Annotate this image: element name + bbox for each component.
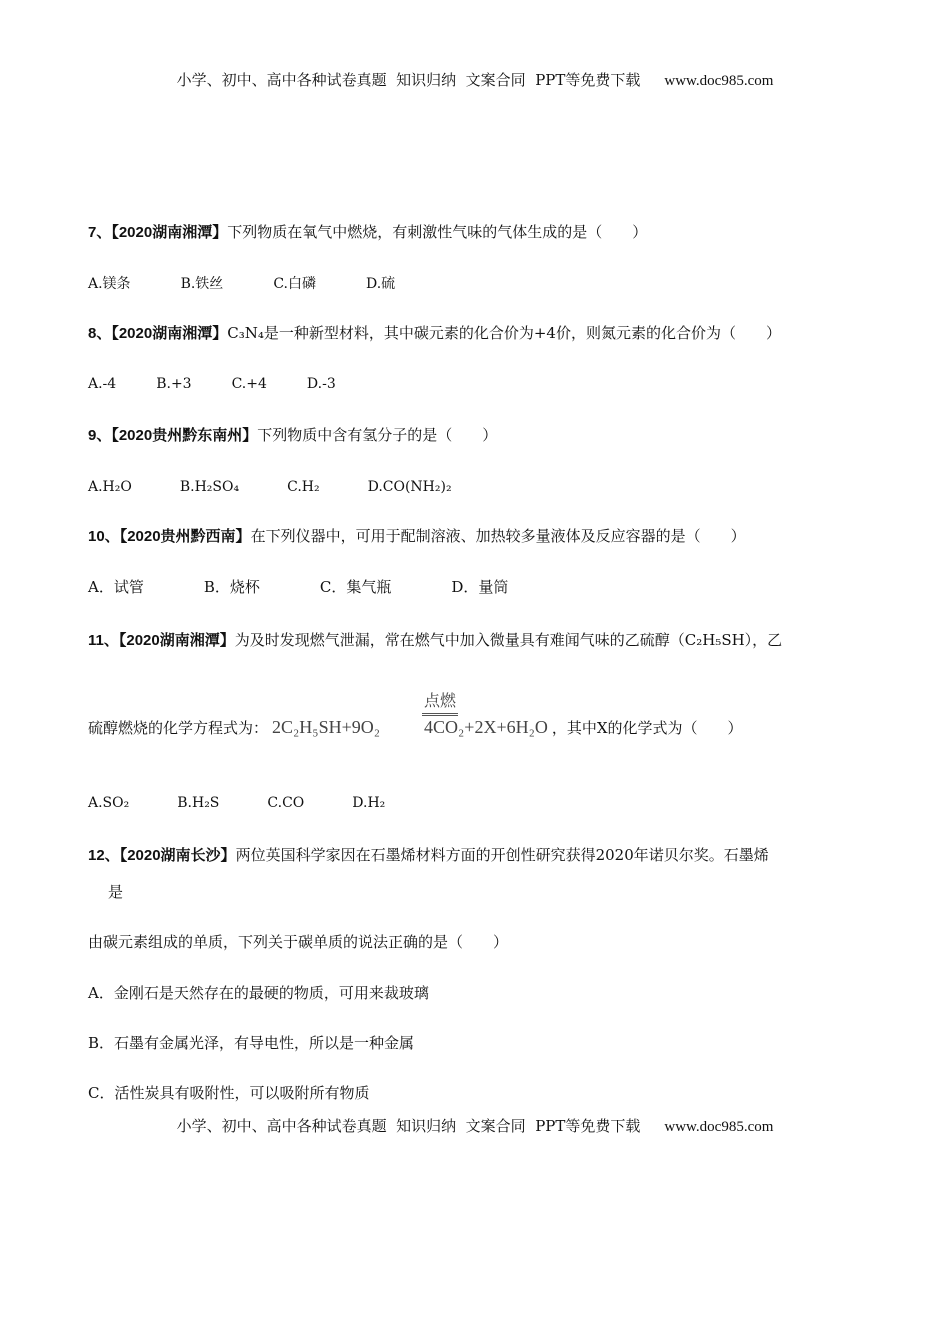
option-a: A.-4 [88, 376, 117, 392]
question-source: 【2020贵州黔东南州】 [111, 427, 258, 444]
option-c: C.+4 [231, 376, 267, 392]
question-10-options [88, 577, 558, 597]
question-8 [88, 323, 781, 344]
question-stem-wrap: 是 [108, 883, 124, 901]
option-c: C.CO [267, 795, 305, 811]
option-d: D.硫 [365, 276, 396, 292]
question-stem: 下列物质在氧气中燃烧，有刺激性气味的气体生成的是（ ） [227, 223, 648, 241]
option-a: A.H₂O [88, 479, 132, 495]
question-8-options [88, 373, 386, 394]
question-stem: 为及时发现燃气泄漏，常在燃气中加入微量具有难闻气味的乙硫醇（C₂H₅SH），乙 [234, 631, 783, 649]
footer-text: 小学、初中、高中各种试卷真题 知识归纳 文案合同 PPT等免费下载 [176, 1117, 641, 1135]
question-11-equation-line [88, 693, 743, 738]
question-stem-continued: 由碳元素组成的单质，下列关于碳单质的说法正确的是（ ） [88, 933, 509, 951]
question-stem: 两位英国科学家因在石墨烯材料方面的开创性研究获得2020年诺贝尔奖。石墨烯 [235, 846, 769, 864]
question-source: 【2020湖南湘潭】 [118, 632, 235, 649]
equation-reactants: 2C₂H₅SH+9O₂ [272, 717, 381, 737]
option-c: C.白磷 [273, 276, 316, 292]
option-d: D.-3 [306, 376, 336, 392]
option-a: A.SO₂ [88, 795, 130, 811]
option-b: B.H₂SO₄ [179, 479, 240, 495]
page-header [0, 69, 950, 90]
question-9 [88, 425, 497, 446]
page-footer [0, 1115, 950, 1136]
question-number: 11、 [88, 632, 119, 649]
question-source: 【2020湖南湘潭】 [111, 224, 228, 241]
question-number: 12、 [88, 847, 120, 864]
footer-url: www.doc985.com [664, 1119, 774, 1135]
option-a: A．金刚石是天然存在的最硬的物质，可用来裁玻璃 [88, 984, 429, 1002]
question-stem: 下列物质中含有氢分子的是（ ） [257, 426, 498, 444]
question-number: 9、 [88, 427, 112, 444]
question-stem-continued: 硫醇燃烧的化学方程式为： [88, 719, 269, 737]
option-b: B.H₂S [177, 795, 220, 811]
option-c: C．集气瓶 [319, 578, 392, 596]
option-a: A．试管 [88, 578, 144, 596]
question-number: 10、 [88, 528, 120, 545]
option-d: D．量筒 [451, 578, 509, 596]
question-stem: 在下列仪器中，可用于配制溶液、加热较多量液体及反应容器的是（ ） [250, 527, 746, 545]
option-b: B．石墨有金属光泽，有导电性，所以是一种金属 [88, 1034, 415, 1052]
question-number: 7、 [88, 224, 112, 241]
option-c: C.H₂ [287, 479, 320, 495]
header-url: www.doc985.com [664, 73, 774, 89]
question-source: 【2020湖南湘潭】 [111, 325, 228, 342]
question-12 [88, 845, 769, 866]
question-9-options [88, 476, 502, 497]
question-11 [88, 630, 782, 651]
question-stem: C₃N₄是一种新型材料，其中碳元素的化合价为+4价，则氮元素的化合价为（ ） [227, 324, 781, 342]
option-c: C．活性炭具有吸附性，可以吸附所有物质 [88, 1084, 370, 1102]
option-a: A.镁条 [88, 276, 131, 292]
equation-products: 4CO₂+2X+6H₂O [424, 717, 548, 737]
question-stem-end: ，其中X的化学式为（ ） [551, 719, 743, 737]
option-b: B.+3 [156, 376, 192, 392]
option-b: B．烧杯 [203, 578, 260, 596]
question-10 [88, 526, 746, 547]
question-7 [88, 222, 647, 243]
option-d: D.CO(NH₂)₂ [367, 479, 452, 495]
question-number: 8、 [88, 325, 112, 342]
question-7-options [88, 273, 445, 294]
question-source: 【2020湖南长沙】 [119, 847, 236, 864]
option-b: B.铁丝 [180, 276, 224, 292]
equation-condition: 点燃 [422, 691, 458, 716]
option-d: D.H₂ [352, 795, 386, 811]
question-source: 【2020贵州黔西南】 [119, 528, 251, 545]
question-11-options [88, 792, 435, 813]
chemical-equation [272, 693, 548, 737]
header-text: 小学、初中、高中各种试卷真题 知识归纳 文案合同 PPT等免费下载 [176, 71, 641, 89]
